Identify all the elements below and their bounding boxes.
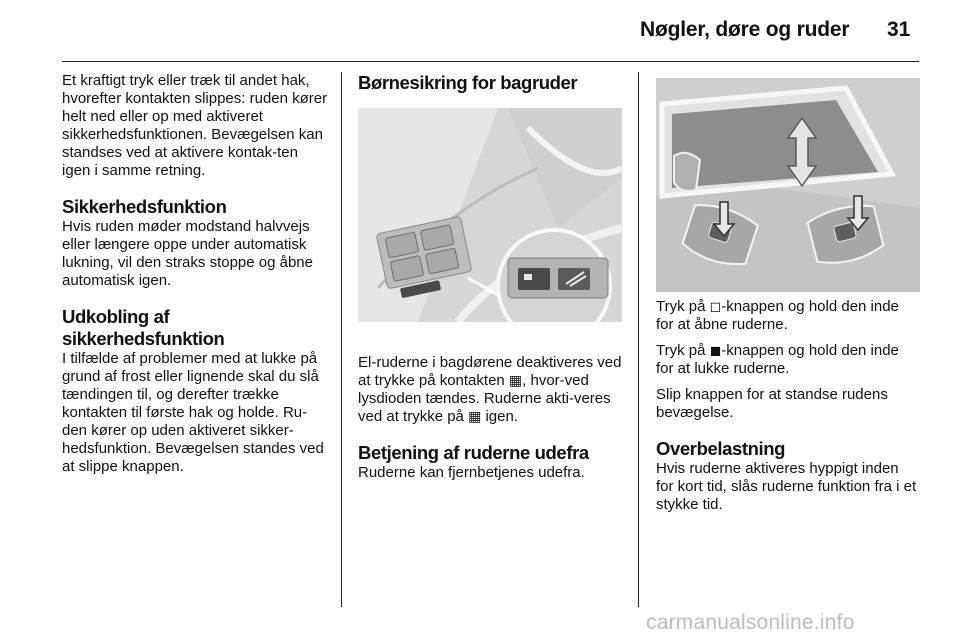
intro-paragraph: Et kraftigt tryk eller træk til andet hak, hvorefter kontakten slippes: ruden kører helt ned eller op med aktiveret sikkerhedsfunktionen. Bevægelsen kan standses ved at aktivere kontak-ten igen i samme retning.	[62, 72, 328, 179]
column-divider-1	[341, 72, 342, 607]
lock-icon: ◼	[709, 343, 722, 359]
overload-heading: Overbelastning	[656, 438, 786, 459]
child-lock-text-a: El-ruderne i bagdørene deaktiveres ved at trykke på kontakten	[358, 354, 622, 389]
child-lock-heading: Børnesikring for bagruder	[358, 72, 578, 93]
remote-section	[358, 442, 624, 482]
child-lock-text-b: , hvor-ved lysdioden tændes. Ruderne akti-veres ved at trykke på	[358, 372, 611, 425]
close-instruction: Tryk på ◼-knappen og hold den inde for at lukke ruderne.	[656, 342, 899, 377]
remote-window-illustration	[656, 78, 920, 292]
child-lock-paragraph	[358, 354, 624, 426]
safety-heading: Sikkerhedsfunktion	[62, 196, 227, 217]
overload-paragraph: Hvis ruderne aktiveres hyppigt inden for kort tid, slås ruderne funktion fra i et stykke tid.	[656, 460, 917, 513]
watermark: carmanualsonline.info	[646, 611, 855, 634]
overload-section	[656, 438, 920, 514]
release-instruction: Slip knappen for at standse rudens bevægelse.	[656, 386, 888, 421]
column-1	[62, 72, 330, 484]
safety-paragraph: Hvis ruden møder modstand halvvejs eller længere oppe under automatisk lukning, vil den straks stoppe og åbne automatisk igen.	[62, 218, 313, 289]
override-paragraph: I tilfælde af problemer med at lukke på grund af frost eller lignende skal du slå tændingen til, og derefter trække kontakten til første hak og holde. Ru-den kører op uden aktiveret sikker-hedsfunktion. Bevægelsen standes ved at slippe knappen.	[62, 350, 324, 475]
page-title: Nøgler, døre og ruder	[640, 18, 850, 41]
child-lock-icon: ▦	[468, 409, 482, 425]
child-lock-text-c: igen.	[485, 408, 518, 425]
override-heading: Udkobling af sikkerhedsfunktion	[62, 306, 225, 349]
page-header	[0, 0, 960, 62]
override-section	[62, 306, 330, 476]
remote-paragraph: Ruderne kan fjernbetjenes udefra.	[358, 464, 585, 481]
column-divider-2	[638, 72, 639, 607]
page-number: 31	[887, 18, 911, 41]
remote-heading: Betjening af ruderne udefra	[358, 442, 589, 463]
unlock-icon: ◻	[709, 299, 722, 315]
child-lock-icon: ▦	[508, 373, 523, 389]
safety-section	[62, 196, 330, 290]
header-divider	[62, 61, 919, 62]
open-instruction: Tryk på ◻-knappen og hold den inde for at åbne ruderne.	[656, 298, 899, 333]
window-switch-illustration	[358, 108, 622, 322]
